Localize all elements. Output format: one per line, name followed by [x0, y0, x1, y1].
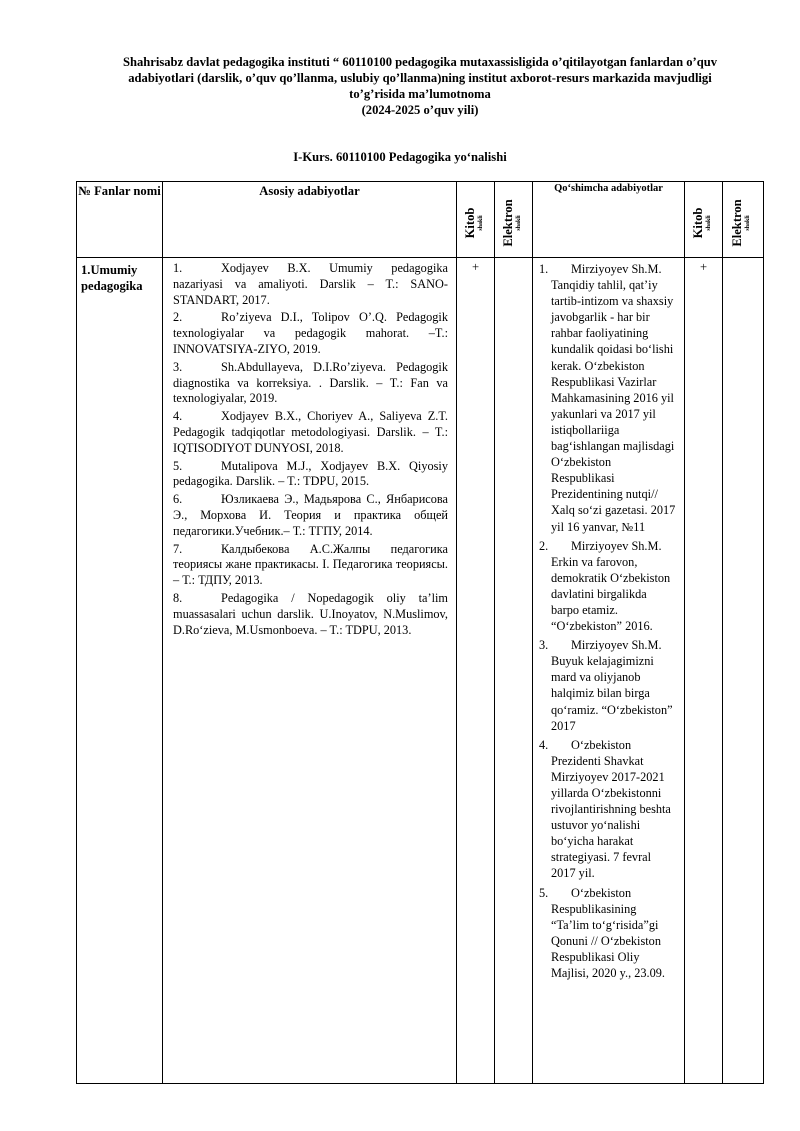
list-item-text: Калдыбекова А.С.Жалпы педагогика теориясы жане практикасы. I. Педагогика теориясы. – Т.: ТДПУ, 2013.	[173, 541, 448, 588]
list-item	[173, 459, 448, 491]
list-item	[173, 591, 448, 638]
list-item	[539, 885, 676, 982]
list-item	[173, 542, 448, 589]
header-line-3: to’g’risida ma’lumotnoma	[349, 87, 491, 101]
list-item-number: 3.	[539, 638, 549, 653]
list-item	[173, 261, 448, 308]
table-row	[77, 258, 764, 1084]
header-basic: Asosiy adabiyotlar	[163, 182, 457, 258]
list-item-number: 2.	[539, 538, 549, 553]
list-item	[173, 492, 448, 539]
table-header-row	[77, 182, 764, 258]
list-item	[173, 310, 448, 357]
list-item	[173, 360, 448, 407]
literature-table	[76, 181, 764, 1084]
extra-electronic-mark	[723, 258, 764, 1084]
list-item-text: Юзликаева Э., Мадьярова С., Янбарисова Э., Морхова И. Теория и практика общей педагогики.Учебник.– Т.: ТГПУ, 2014.	[173, 492, 448, 538]
header-extra-book: Kitob shakli	[685, 182, 723, 258]
list-item-text: Sh.Abdullayeva, D.I.Ro’ziyeva. Pedagogik diagnostika va korreksiya. . Darslik. – T.: Fan va texnologiyalar, 2019.	[173, 359, 448, 406]
list-item	[539, 261, 676, 535]
course-subtitle: I-Kurs. 60110100 Pedagogika yo‘nalishi	[293, 150, 507, 164]
list-item-text: Ro’ziyeva D.I., Tolipov O’.Q. Pedagogik texnologiyalar va pedagogik mahorat. –T.: INNOVATSIYA-ZIYO, 2019.	[173, 310, 448, 356]
list-item-number: 5.	[173, 458, 183, 473]
list-item-text: Xodjayev B.X. Umumiy pedagogika nazariyasi va amaliyoti. Darslik – T.: SANO-STANDART, 2017.	[173, 261, 448, 307]
list-item-text: Mirziyoyev Sh.M. Tanqidiy tahlil, qat’iy tartib-intizom va shaxsiy javobgarlik - har bir rahbar faoliyatining kundalik qoidasi bo‘lishi kerak. O‘zbekiston Respublikasi Vazirlar Mahkamasining 2016 yil yakunlari va 2017 yil istiqbollariiga bag‘ishlangan majlisdagi O‘zbekiston Respublikasi Prezidentining nutqi// Xalq so‘zi gazetasi. 2017 yil 16 yanvar, №11	[551, 262, 676, 534]
list-item-number: 4.	[173, 409, 183, 424]
header-basic-electronic: Elektron shakli	[495, 182, 533, 258]
list-item-text: O‘zbekiston Prezidenti Shavkat Mirziyoyev 2017-2021 yillarda O‘zbekistonni rivojlantirishning beshta ustuvor yo‘nalishi bo‘yicha harakat strategiyasi. 7 fevral 2017 yil.	[551, 737, 671, 881]
basic-literature-list	[163, 258, 456, 638]
extra-book-mark: +	[685, 258, 723, 1084]
header-line-1: Shahrisabz davlat pedagogika instituti “ 60110100 pedagogika mutaxassisligida o’qitilayotgan fanlardan o’quv	[122, 55, 718, 69]
list-item-text: Xodjayev B.X., Choriyev A., Saliyeva Z.T. Pedagogik tadqiqotlar metodologiyasi. Darslik. – T.: IQTISODIYOT DUNYOSI, 2018.	[173, 409, 448, 455]
header-basic-book: Kitob shakli	[457, 182, 495, 258]
extra-literature-cell	[533, 258, 685, 1084]
list-item	[173, 409, 448, 456]
list-item	[539, 737, 676, 882]
list-item-text: Pedagogika / Nopedagogik oliy ta’lim muassasalari uchun darslik. U.Inoyatov, N.Muslimov, D.Ro‘zieva, M.Usmonboeva. – T.: TDPU, 2013.	[173, 590, 448, 637]
list-item-number: 3.	[173, 359, 183, 374]
header-extra: Qo‘shimcha adabiyotlar	[533, 182, 685, 258]
basic-book-mark: +	[457, 258, 495, 1084]
list-item-text: Mirziyoyev Sh.M. Buyuk kelajagimizni mard va oliyjanob halqimiz bilan birga qo‘ramiz. “O‘zbekiston” 2017	[551, 638, 673, 733]
list-item-text: O‘zbekiston Respublikasining “Ta’lim to‘g‘risida”gi Qonuni // O‘zbekiston Respublikasi Oliy Majlisi, 2020 y., 23.09.	[551, 885, 665, 981]
list-item-number: 4.	[539, 737, 549, 752]
list-item-text: Mutalipova M.J., Xodjayev B.X. Qiyosiy pedagogika. Darslik. – T.: TDPU, 2015.	[173, 458, 448, 489]
list-item-number: 7.	[173, 541, 183, 556]
list-item-number: 6.	[173, 492, 183, 507]
list-item-number: 1.	[539, 262, 549, 276]
list-item-number: 2.	[173, 310, 183, 325]
header-extra-electronic: Elektron shakli	[723, 182, 764, 258]
extra-literature-list	[533, 258, 684, 981]
basic-electronic-mark	[495, 258, 533, 1084]
basic-literature-cell	[163, 258, 457, 1084]
header-subject: № Fanlar nomi	[77, 182, 163, 258]
list-item	[539, 538, 676, 635]
list-item-text: Mirziyoyev Sh.M. Erkin va farovon, demokratik O‘zbekiston davlatini birgalikda barpo etamiz. “O‘zbekiston” 2016.	[551, 538, 671, 634]
list-item-number: 5.	[539, 885, 549, 900]
list-item-number: 1.	[173, 261, 183, 275]
list-item	[539, 637, 676, 734]
subject-name: 1.Umumiy pedagogika	[77, 258, 163, 1084]
header-line-2: adabiyotlari (darslik, o’quv qo’llanma, uslubiy qo’llanma)ning institut axborot-resurs markazida mavjudligi	[128, 71, 712, 85]
document-header	[70, 54, 770, 118]
header-line-4: (2024-2025 o’quv yili)	[361, 103, 479, 117]
list-item-number: 8.	[173, 590, 183, 605]
